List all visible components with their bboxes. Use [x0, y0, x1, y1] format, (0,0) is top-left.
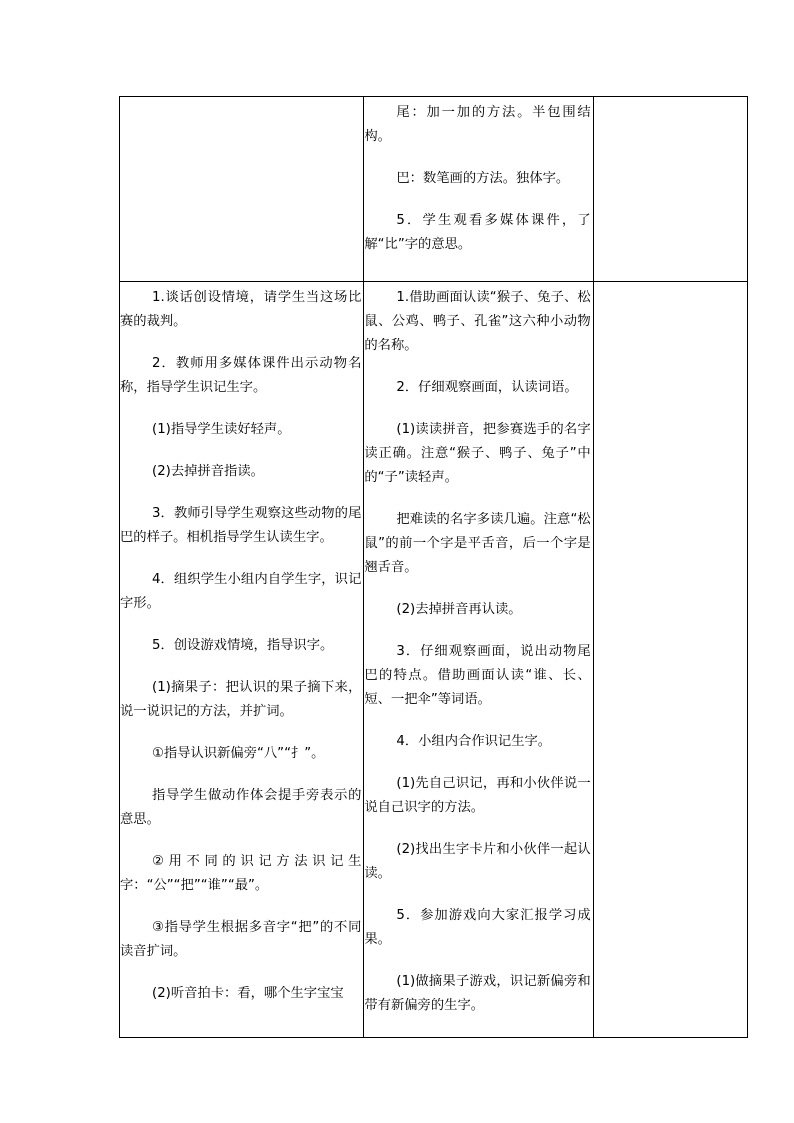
paragraph: 5．学生观看多媒体课件，了解“比”字的意思。 [364, 213, 591, 252]
teacher-activity-cell [120, 97, 364, 282]
paragraph: 把难读的名字多读几遍。注意“松鼠”的前一个字是平舌音，后一个字是翘舌音。 [364, 512, 591, 575]
paragraph: (1)读读拼音，把参赛选手的名字读正确。注意“猴子、鸭子、兔子”中的“子”读轻声。 [364, 422, 591, 485]
student-activity-cell [364, 97, 593, 282]
lesson-plan-table [119, 96, 748, 1038]
paragraph: 5．创设游戏情境，指导识字。 [152, 638, 334, 653]
paragraph: 1.谈话创设情境，请学生当这场比赛的裁判。 [120, 290, 362, 329]
paragraph: ②用不同的识记方法识记生字：“公”“把”“谁”“最”。 [120, 854, 362, 893]
paragraph: 2．教师用多媒体课件出示动物名称，指导学生识记生字。 [120, 356, 362, 395]
paragraph: 5．参加游戏向大家汇报学习成果。 [364, 908, 591, 947]
paragraph: (1)指导学生读好轻声。 [152, 422, 291, 437]
paragraph: (2)去掉拼音再认读。 [396, 602, 522, 617]
paragraph: 3．仔细观察画面，说出动物尾巴的特点。借助画面认读“谁、长、短、一把伞”等词语。 [364, 644, 591, 707]
paragraph: 1.借助画面认读“猴子、兔子、松鼠、公鸡、鸭子、孔雀”这六种小动物的名称。 [364, 290, 591, 353]
paragraph: (2)去掉拼音指读。 [152, 464, 264, 479]
paragraph: ③指导学生根据多音字“把”的不同读音扩词。 [120, 920, 362, 959]
paragraph: (1)先自己识记，再和小伙伴说一说自己识字的方法。 [364, 776, 591, 815]
paragraph: ①指导认识新偏旁“八”“扌”。 [152, 746, 325, 761]
paragraph: 尾：加一加的方法。半包围结构。 [364, 105, 591, 144]
paragraph: (1)做摘果子游戏，识记新偏旁和带有新偏旁的生字。 [364, 974, 591, 1013]
paragraph: 4．组织学生小组内自学生字，识记字形。 [120, 572, 362, 611]
paragraph: (2)听音拍卡：看，哪个生字宝宝 [152, 986, 344, 1001]
student-activity-cell [364, 282, 593, 1038]
table-row [120, 282, 748, 1038]
notes-cell [593, 97, 747, 282]
paragraph: (2)找出生字卡片和小伙伴一起认读。 [364, 842, 591, 881]
paragraph: 2．仔细观察画面，认读词语。 [396, 380, 578, 395]
paragraph: 3．教师引导学生观察这些动物的尾巴的样子。相机指导学生认读生字。 [120, 506, 362, 545]
table-row [120, 97, 748, 282]
paragraph: 指导学生做动作体会提手旁表示的意思。 [120, 788, 362, 827]
paragraph: 4．小组内合作识记生字。 [396, 734, 552, 749]
teacher-activity-cell [120, 282, 364, 1038]
notes-cell [593, 282, 747, 1038]
paragraph: (1)摘果子：把认识的果子摘下来，说一说识记的方法，并扩词。 [120, 680, 362, 719]
paragraph: 巴：数笔画的方法。独体字。 [396, 171, 570, 186]
